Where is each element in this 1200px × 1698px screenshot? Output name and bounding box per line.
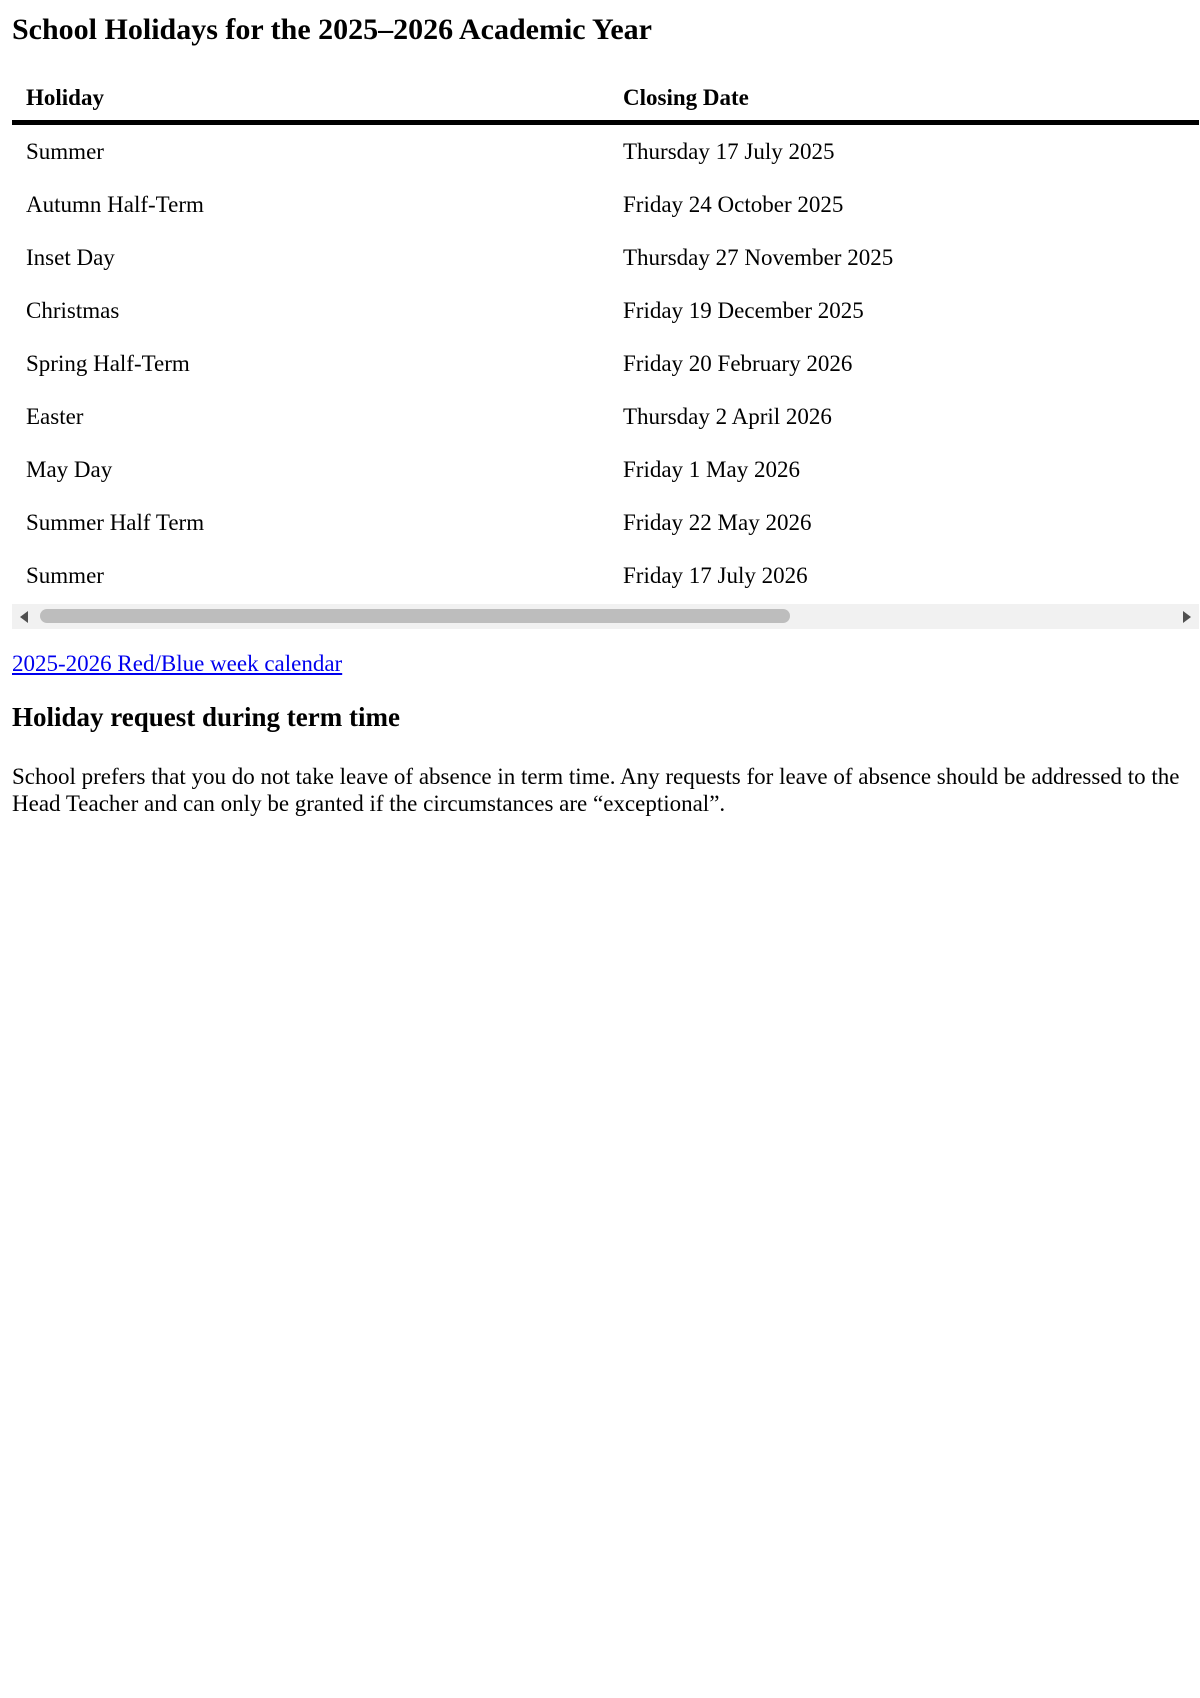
table-row [12,496,1199,549]
section-paragraph: School prefers that you do not take leave of absence in term time. Any requests for leave of absence should be addressed to the Head Teacher and can only be granted if the circumstances are “exceptional”. [12,764,1180,816]
closing-date-cell: Thursday 27 November 2025 [623,244,894,270]
scrollbar-thumb[interactable] [40,609,790,623]
table-header-row [12,76,1199,123]
holiday-cell: Inset Day [26,244,115,270]
column-header-closing-date: Closing Date [609,76,1199,123]
table-row [12,284,1199,337]
holiday-cell: Summer [26,138,104,164]
table-row [12,390,1199,443]
section-heading: Holiday request during term time [12,702,400,732]
holiday-cell: Spring Half-Term [26,350,190,376]
table-row [12,337,1199,390]
holiday-cell: May Day [26,456,113,482]
page-content [0,0,1200,817]
holiday-cell: Christmas [26,297,120,323]
holiday-cell: Easter [26,403,84,429]
closing-date-cell: Thursday 17 July 2025 [623,138,835,164]
scroll-left-arrow-icon[interactable] [12,604,36,629]
page-title: School Holidays for the 2025–2026 Academic Year [12,13,652,46]
closing-date-cell: Thursday 2 April 2026 [623,403,832,429]
holiday-cell: Summer Half Term [26,509,205,535]
closing-date-cell: Friday 22 May 2026 [623,509,812,535]
closing-date-cell: Friday 24 October 2025 [623,191,844,217]
table-row [12,443,1199,496]
holiday-table [12,76,1199,602]
scroll-right-arrow-icon[interactable] [1175,604,1199,629]
closing-date-cell: Friday 17 July 2026 [623,562,808,588]
horizontal-scrollbar[interactable] [12,604,1199,629]
holiday-table-container [12,76,1199,602]
table-row [12,123,1199,179]
table-row [12,178,1199,231]
red-blue-week-calendar-link[interactable]: 2025-2026 Red/Blue week calendar [12,651,343,676]
closing-date-cell: Friday 1 May 2026 [623,456,800,482]
holiday-cell: Autumn Half-Term [26,191,204,217]
closing-date-cell: Friday 20 February 2026 [623,350,853,376]
table-row [12,549,1199,602]
holiday-cell: Summer [26,562,104,588]
closing-date-cell: Friday 19 December 2025 [623,297,864,323]
table-row [12,231,1199,284]
column-header-holiday: Holiday [12,76,609,123]
